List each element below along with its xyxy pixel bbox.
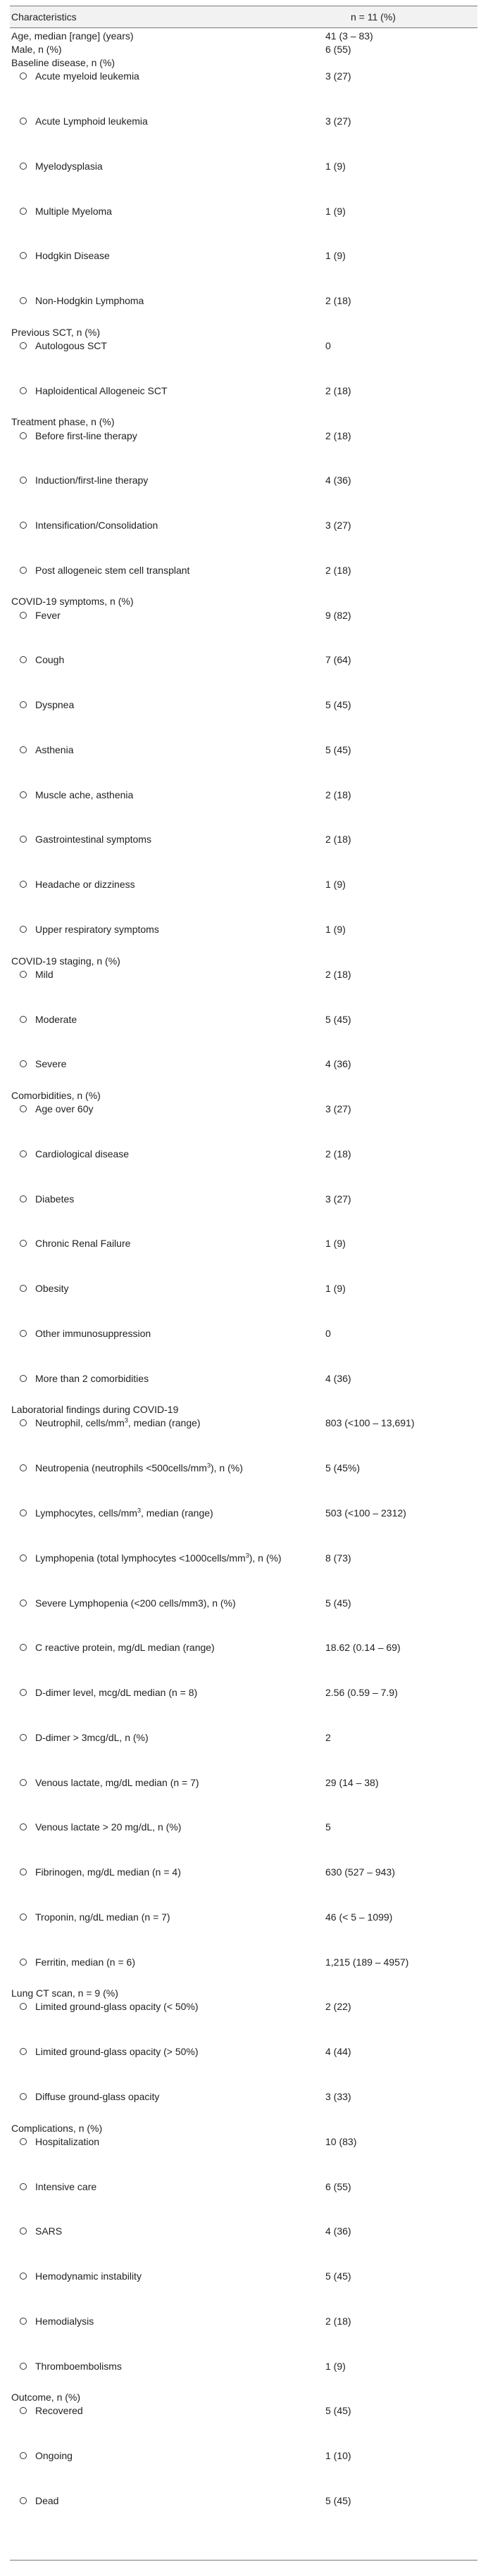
row-value: 503 (<100 – 2312) xyxy=(325,1507,406,1519)
bullet-icon xyxy=(20,1689,27,1696)
header-count: n = 11 (%) xyxy=(351,11,396,23)
row-label: Limited ground-glass opacity (> 50%) xyxy=(35,2046,199,2058)
bullet-icon xyxy=(20,881,27,888)
section-label: COVID-19 staging, n (%) xyxy=(11,955,120,967)
row-value: 10 (83) xyxy=(325,2135,357,2147)
bullet-icon xyxy=(20,2363,27,2370)
row-label: Diabetes xyxy=(35,1193,75,1205)
row-value: 5 (45) xyxy=(325,1597,351,1609)
bullet-icon xyxy=(20,1150,27,1157)
bullet-icon xyxy=(20,2273,27,2280)
bullet-icon xyxy=(20,1240,27,1247)
row-value: 2 xyxy=(325,1731,331,1743)
bullet-icon xyxy=(20,2183,27,2190)
row-value: 1 (9) xyxy=(325,1283,346,1295)
bullet-icon xyxy=(20,1285,27,1292)
bullet-icon xyxy=(20,1779,27,1786)
row-label: Mild xyxy=(35,968,54,980)
row-label: Troponin, ng/dL median (n = 7) xyxy=(35,1911,170,1923)
row-value: 5 (45) xyxy=(325,1013,351,1025)
bullet-icon xyxy=(20,2138,27,2145)
row-label: Upper respiratory symptoms xyxy=(35,924,159,936)
bullet-icon xyxy=(20,432,27,439)
row-value: 5 (45) xyxy=(325,2405,351,2417)
bullet-icon xyxy=(20,746,27,753)
row-label: Male, n (%) xyxy=(11,44,62,56)
row-value: 2 (18) xyxy=(325,834,351,846)
bullet-icon xyxy=(20,1105,27,1112)
row-value: 6 (55) xyxy=(325,44,351,56)
row-label: Hemodialysis xyxy=(35,2315,94,2327)
row-label: Dyspnea xyxy=(35,699,75,711)
bullet-icon xyxy=(20,163,27,170)
row-value: 1 (9) xyxy=(325,2360,346,2372)
row-label: Before first-line therapy xyxy=(35,429,137,441)
row-label: Headache or dizziness xyxy=(35,879,135,891)
row-value: 2 (18) xyxy=(325,788,351,800)
row-label: Other immunosuppression xyxy=(35,1327,151,1339)
row-label: Thromboembolisms xyxy=(35,2360,122,2372)
section-label: Comorbidities, n (%) xyxy=(11,1089,101,1101)
row-label: Dead xyxy=(35,2494,59,2506)
row-label: Intensification/Consolidation xyxy=(35,520,158,532)
row-label: Recovered xyxy=(35,2405,83,2417)
row-value: 1 (9) xyxy=(325,160,346,172)
row-value: 4 (36) xyxy=(325,1372,351,1384)
section-label: COVID-19 symptoms, n (%) xyxy=(11,596,134,608)
row-label: Lymphopenia (total lymphocytes $<1000cells/mm^3$), n (%) xyxy=(35,1552,282,1564)
characteristics-table xyxy=(10,6,477,2506)
row-label: Intensive care xyxy=(35,2180,97,2192)
row-label: More than 2 comorbidities xyxy=(35,1372,149,1384)
bullet-icon xyxy=(20,208,27,215)
row-value: 5 (45) xyxy=(325,2270,351,2282)
row-value: 1 (9) xyxy=(325,1238,346,1250)
bullet-icon xyxy=(20,2228,27,2235)
bullet-icon xyxy=(20,1959,27,1966)
section-label: Outcome, n (%) xyxy=(11,2392,81,2404)
bullet-icon xyxy=(20,1419,27,1426)
row-value: 3 (27) xyxy=(325,1103,351,1115)
section-label: Baseline disease, n (%) xyxy=(11,57,115,69)
row-label: Severe xyxy=(35,1058,67,1070)
bullet-icon xyxy=(20,1554,27,1562)
bullet-icon xyxy=(20,118,27,125)
row-label: Lymphocytes, cells/$mm^3$, median (range) xyxy=(35,1507,213,1519)
bullet-icon xyxy=(20,1644,27,1651)
row-label: Moderate xyxy=(35,1013,77,1025)
row-label: Hemodynamic instability xyxy=(35,2270,142,2282)
row-value: 9 (82) xyxy=(325,609,351,621)
bullet-icon xyxy=(20,1914,27,1921)
bullet-icon xyxy=(20,297,27,304)
row-label: SARS xyxy=(35,2225,63,2237)
row-label: Fever xyxy=(35,609,61,621)
bullet-icon xyxy=(20,73,27,80)
row-value: 4 (36) xyxy=(325,2225,351,2237)
row-value: 29 (14 – 38) xyxy=(325,1776,379,1788)
row-label: Ongoing xyxy=(35,2450,73,2462)
row-label: Non-Hodgkin Lymphoma xyxy=(35,295,144,307)
section-label: Lung CT scan, n = 9 (%) xyxy=(11,1987,118,1999)
row-value: 41 (3 – 83) xyxy=(325,30,373,42)
bullet-icon xyxy=(20,656,27,663)
row-label: Cough xyxy=(35,654,65,666)
bullet-icon xyxy=(20,2048,27,2055)
row-value: 1 (9) xyxy=(325,879,346,891)
row-value: 2 (18) xyxy=(325,429,351,441)
row-label: Post allogeneic stem cell transplant xyxy=(35,564,190,576)
row-value: 3 (27) xyxy=(325,115,351,127)
bullet-icon xyxy=(20,2003,27,2010)
row-value: 3 (33) xyxy=(325,2091,351,2103)
row-value: 1 (9) xyxy=(325,924,346,936)
row-value: 3 (27) xyxy=(325,70,351,82)
row-label: C reactive protein, mg/dL median (range) xyxy=(35,1642,215,1654)
row-label: Severe Lymphopenia (<200 cells/mm3), n (%) xyxy=(35,1597,236,1609)
row-value: 5 xyxy=(325,1821,331,1833)
row-value: 18.62 (0.14 – 69) xyxy=(325,1642,401,1654)
row-label: Venous lactate, mg/dL median (n = 7) xyxy=(35,1776,199,1788)
bullet-icon xyxy=(20,971,27,978)
row-label: D-dimer > 3mcg/dL, n (%) xyxy=(35,1731,149,1743)
section-label: Laboratorial findings during COVID-19 xyxy=(11,1404,179,1416)
row-label: Venous lactate > 20 mg/dL, n (%) xyxy=(35,1821,182,1833)
row-value: 1 (10) xyxy=(325,2450,351,2462)
row-label: Multiple Myeloma xyxy=(35,205,112,217)
row-value: 6 (55) xyxy=(325,2180,351,2192)
row-label: Asthenia xyxy=(35,743,74,755)
row-label: Induction/first-line therapy xyxy=(35,475,149,486)
bullet-icon xyxy=(20,701,27,708)
section-label: Complications, n (%) xyxy=(11,2122,103,2134)
row-label: Fibrinogen, mg/dL median (n = 4) xyxy=(35,1866,181,1878)
header-characteristics: Characteristics xyxy=(11,11,77,23)
row-value: 5 (45%) xyxy=(325,1462,361,1474)
bullet-icon xyxy=(20,1330,27,1337)
row-label: Age, median [range] (years) xyxy=(11,30,134,42)
row-value: 5 (45) xyxy=(325,743,351,755)
bullet-icon xyxy=(20,387,27,394)
row-label: Hospitalization xyxy=(35,2135,100,2147)
row-value: 2 (22) xyxy=(325,2001,351,2013)
row-label: Ferritin, median (n = 6) xyxy=(35,1956,135,1968)
row-label: Neutropenia (neutrophils $<500cells/mm^3$), n (%) xyxy=(35,1462,243,1474)
row-value: 1,215 (189 – 4957) xyxy=(325,1956,409,1968)
row-label: Acute myeloid leukemia xyxy=(35,70,139,82)
bullet-icon xyxy=(20,522,27,529)
row-value: 2 (18) xyxy=(325,384,351,396)
bullet-icon xyxy=(20,612,27,619)
row-value: 2.56 (0.59 – 7.9) xyxy=(325,1687,398,1699)
bullet-icon xyxy=(20,1060,27,1067)
row-value: 2 (18) xyxy=(325,564,351,576)
bullet-icon xyxy=(20,1464,27,1471)
bullet-icon xyxy=(20,836,27,843)
row-label: Limited ground-glass opacity (< 50%) xyxy=(35,2001,199,2013)
row-value: 1 (9) xyxy=(325,250,346,262)
section-label: Previous SCT, n (%) xyxy=(11,326,101,338)
row-label: Autologous SCT xyxy=(35,340,107,351)
bullet-icon xyxy=(20,252,27,259)
row-value: 5 (45) xyxy=(325,699,351,711)
row-value: 803 (<100 – 13,691) xyxy=(325,1417,415,1429)
row-value: 1 (9) xyxy=(325,205,346,217)
bullet-icon xyxy=(20,342,27,349)
row-label: Muscle ache, asthenia xyxy=(35,788,134,800)
row-value: 4 (44) xyxy=(325,2046,351,2058)
row-value: 8 (73) xyxy=(325,1552,351,1564)
table-header xyxy=(10,6,477,28)
section-label: Treatment phase, n (%) xyxy=(11,416,115,428)
row-value: 3 (27) xyxy=(325,1193,351,1205)
row-label: Acute Lymphoid leukemia xyxy=(35,115,148,127)
row-value: 2 (18) xyxy=(325,2315,351,2327)
row-label: Chronic Renal Failure xyxy=(35,1238,131,1250)
bullet-icon xyxy=(20,1734,27,1741)
bullet-icon xyxy=(20,2093,27,2100)
bullet-icon xyxy=(20,1375,27,1382)
bullet-icon xyxy=(20,477,27,484)
row-value: 7 (64) xyxy=(325,654,351,666)
row-label: Myelodysplasia xyxy=(35,160,103,172)
bullet-icon xyxy=(20,1600,27,1607)
row-label: D-dimer level, mcg/dL median (n = 8) xyxy=(35,1687,198,1699)
bullet-icon xyxy=(20,2318,27,2325)
row-value: 4 (36) xyxy=(325,475,351,486)
row-label: Cardiological disease xyxy=(35,1148,130,1160)
bullet-icon xyxy=(20,1868,27,1876)
row-value: 2 (18) xyxy=(325,1148,351,1160)
row-value: 3 (27) xyxy=(325,520,351,532)
row-value: 46 (< 5 – 1099) xyxy=(325,1911,393,1923)
row-label: Neutrophil, cells/$mm^3$, median (range) xyxy=(35,1416,201,1429)
row-value: 4 (36) xyxy=(325,1058,351,1070)
row-label: Age over 60y xyxy=(35,1103,94,1115)
bullet-icon xyxy=(20,1509,27,1516)
bullet-icon xyxy=(20,1823,27,1830)
row-label: Obesity xyxy=(35,1283,69,1295)
bullet-icon xyxy=(20,1016,27,1023)
row-value: 2 (18) xyxy=(325,295,351,307)
row-label: Hodgkin Disease xyxy=(35,250,110,262)
row-value: 2 (18) xyxy=(325,968,351,980)
row-value: 0 xyxy=(325,340,331,351)
row-label: Diffuse ground-glass opacity xyxy=(35,2091,160,2103)
bullet-icon xyxy=(20,567,27,574)
row-value: 630 (527 – 943) xyxy=(325,1866,395,1878)
row-value: 0 xyxy=(325,1327,331,1339)
bullet-icon xyxy=(20,2452,27,2459)
bullet-icon xyxy=(20,791,27,798)
bullet-icon xyxy=(20,1195,27,1202)
row-label: Gastrointestinal symptoms xyxy=(35,834,151,846)
bullet-icon xyxy=(20,926,27,933)
row-value: 5 (45) xyxy=(325,2494,351,2506)
bullet-icon xyxy=(20,2497,27,2504)
bullet-icon xyxy=(20,2407,27,2414)
row-label: Haploidentical Allogeneic SCT xyxy=(35,384,168,396)
table-bottom-rule xyxy=(10,2560,477,2561)
